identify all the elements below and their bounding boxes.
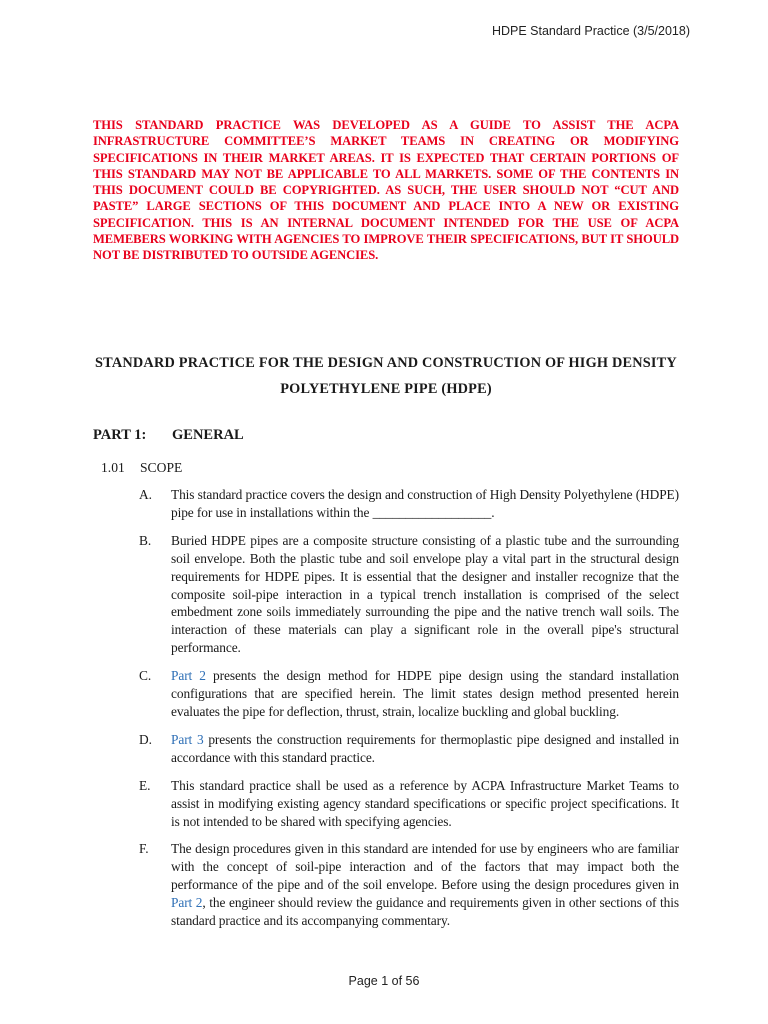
item-letter: F. [139,841,149,857]
item-letter: E. [139,777,151,793]
list-item [139,840,679,930]
item-text: presents the design method for HDPE pipe design using the standard installation configurations that are specified herein. The limit states design method presented herein evaluates the pipe for deflection, thrust, strain, localize buckling and global buckling. [171,668,679,719]
part-name: GENERAL [172,427,244,443]
page-header: HDPE Standard Practice (3/5/2018) [491,24,690,38]
item-text: This standard practice covers the design and construction of High Density Polyethylene (HDPE) pipe for use in installations within the __________________. [171,487,679,520]
part-2-link[interactable]: Part 2 [171,668,206,684]
item-body [171,667,679,721]
page-number: Page 1 of 56 [348,974,420,988]
list-item [139,486,679,522]
item-text: This standard practice shall be used as a reference by ACPA Infrastructure Market Teams to assist in modifying existing agency standard specifications or specific project specifications. It is not intended to be shared with specifying agencies. [171,777,679,829]
section-heading [101,460,182,476]
item-text: presents the construction requirements for thermoplastic pipe designed and installed in accordance with this standard practice. [171,731,679,765]
list-item [139,532,679,657]
document-title: STANDARD PRACTICE FOR THE DESIGN AND CONSTRUCTION OF HIGH DENSITY POLYETHYLENE PIPE (HDPE) [95,355,677,397]
item-letter: C. [139,668,152,684]
item-letter: A. [139,487,152,502]
scope-list [139,486,679,940]
part-2-link[interactable]: Part 2 [171,895,203,911]
item-text: Buried HDPE pipes are a composite structure consisting of a plastic tube and the surrounding soil envelope. Both the plastic tube and soil envelope play a vital part in the structural design requirements for HDPE pipes. It is essential that the designer and installer recognize that the composite soil-pipe interaction in a typical trench installation is comprised of the select embedment zone soils immediately surrounding the pipe and the native trench wall soils. The interaction of these materials can play a significant role in the overall pipe's structural performance. [171,532,679,656]
item-text: The design procedures given in this standard are intended for use by engineers who are familiar with the concept of soil-pipe interaction and of the factors that may impact both the performance of the pipe and of the soil envelope. Before using the design procedures given in [171,841,679,893]
list-item [139,667,679,721]
list-item [139,731,679,767]
part-3-link[interactable]: Part 3 [171,731,204,747]
section-name: SCOPE [140,460,183,475]
part-heading [93,427,244,444]
item-text: , the engineer should review the guidance and requirements given in other sections of this standard practice and its accompanying commentary. [171,895,679,929]
item-body [171,840,679,930]
item-body [171,731,679,767]
list-item [139,777,679,831]
section-number: 1.01 [101,460,125,475]
item-letter: D. [139,731,152,747]
part-number: PART 1: [93,427,147,443]
item-letter: B. [139,532,152,548]
disclaimer-notice: THIS STANDARD PRACTICE WAS DEVELOPED AS A GUIDE TO ASSIST THE ACPA INFRASTRUCTURE COMMITTEE’S MARKET TEAMS IN CREATING OR MODIFYING SPECIFICATIONS IN THEIR MARKET AREAS. IT IS EXPECTED THAT CERTAIN PORTIONS OF THIS STANDARD MAY NOT BE APPLICABLE TO ALL MARKETS. SOME OF THE CONTENTS IN THIS DOCUMENT COULD BE COPYRIGHTED. AS SUCH, THE USER SHOULD NOT “CUT AND PASTE” LARGE SECTIONS OF THIS DOCUMENT AND PLACE INTO A NEW OR EXISTING SPECIFICATION. THIS IS AN INTERNAL DOCUMENT INTENDED FOR THE USE OF ACPA MEMEBERS WORKING WITH AGENCIES TO IMPROVE THEIR SPECIFICATIONS, BUT IT SHOULD NOT BE DISTRIBUTED TO OUTSIDE AGENCIES. [93,118,679,263]
